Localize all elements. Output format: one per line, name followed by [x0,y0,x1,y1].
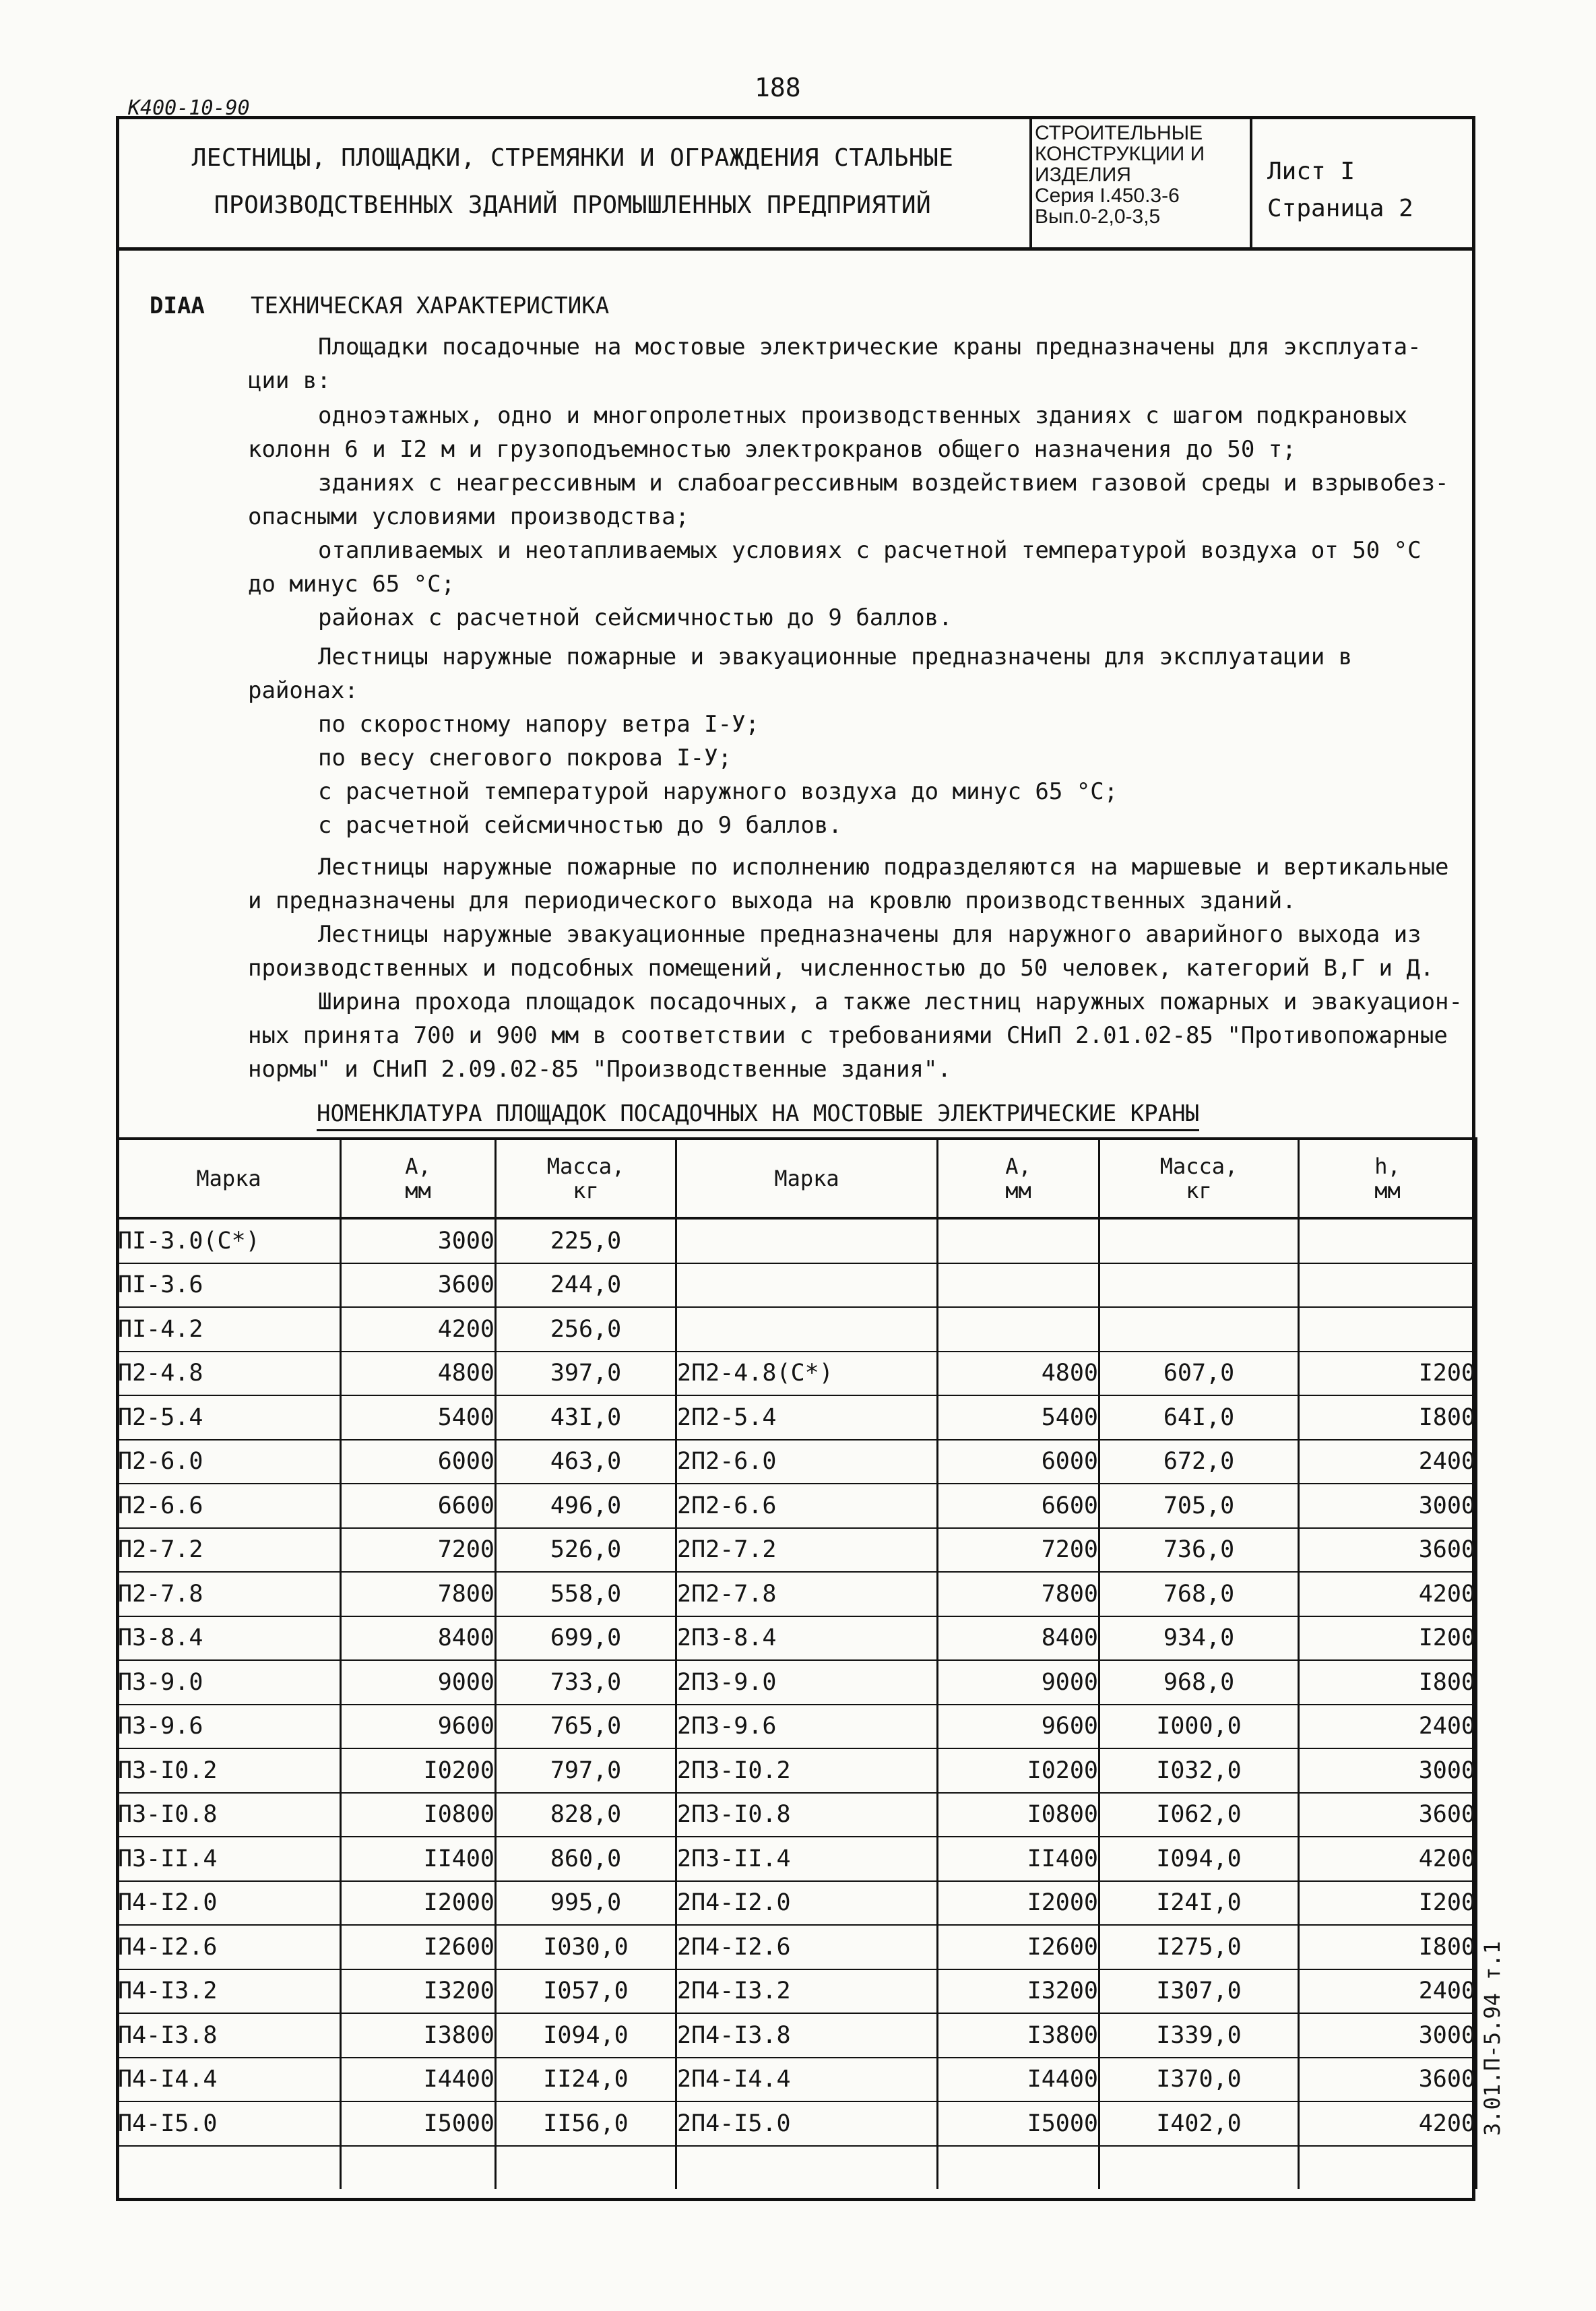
table-cell: I5000 [938,2101,1099,2146]
table-cell: I275,0 [1099,1925,1299,1969]
table-cell: 2П2-7.2 [676,1528,938,1573]
table-cell: 4800 [938,1352,1099,1396]
table-cell: I032,0 [1099,1748,1299,1793]
table-cell: П3-I0.8 [117,1793,341,1837]
table-cell: I2600 [938,1925,1099,1969]
title-block-name [116,116,1032,247]
table-cell: П3-9.6 [117,1705,341,1749]
table-row [117,1925,1477,1969]
table-cell: I2000 [341,1881,496,1926]
table-cell: 2П4-I4.4 [676,2058,938,2102]
table-cell [1099,1307,1299,1352]
series-line-1: СТРОИТЕЛЬНЫЕ [1035,122,1203,144]
table-cell [676,1307,938,1352]
table-row [117,1616,1477,1661]
table-cell: П3-9.0 [117,1660,341,1705]
header-height: h, мм [1299,1139,1477,1218]
table-row [117,2013,1477,2058]
table-cell: 995,0 [496,1881,676,1926]
table-cell [938,1263,1099,1308]
table-row [117,2058,1477,2102]
table-cell: 43I,0 [496,1395,676,1440]
table-cell: I200 [1299,1352,1477,1396]
table-cell: 2П4-I3.2 [676,1969,938,2014]
text-line: Лестницы наружные эвакуационные предназначены для наружного аварийного выхода из [318,921,1422,948]
table-cell: П4-I3.2 [117,1969,341,2014]
table-row [117,1484,1477,1528]
table-cell: П2-6.0 [117,1440,341,1484]
table-cell: 765,0 [496,1705,676,1749]
table-cell [1099,1263,1299,1308]
table-cell [1299,2146,1477,2190]
table-cell: 3000 [1299,2013,1477,2058]
text-line: с расчетной температурой наружного воздуха до минус 65 °С; [318,778,1118,805]
table-cell: I370,0 [1099,2058,1299,2102]
table-cell: 699,0 [496,1616,676,1661]
table-row [117,1395,1477,1440]
table-title: НОМЕНКЛАТУРА ПЛОЩАДОК ПОСАДОЧНЫХ НА МОСТОВЫЕ ЭЛЕКТРИЧЕСКИЕ КРАНЫ [317,1098,1199,1131]
text-line: Площадки посадочные на мостовые электрические краны предназначены для эксплуата- [318,334,1422,360]
table-cell: I0200 [341,1748,496,1793]
table-cell: 3600 [341,1263,496,1308]
table-cell: 2400 [1299,1440,1477,1484]
table-cell: I0800 [341,1793,496,1837]
table-row [117,1572,1477,1616]
document-code: K400-10-90 [128,96,250,120]
table-cell: I2600 [341,1925,496,1969]
text-line: отапливаемых и неотапливаемых условиях с расчетной температурой воздуха от 50 °С [318,537,1422,564]
table-cell: I030,0 [496,1925,676,1969]
title-line-2: ПРОИЗВОДСТВЕННЫХ ЗДАНИЙ ПРОМЫШЛЕННЫХ ПРЕДПРИЯТИЙ [214,191,932,219]
table-cell: 4200 [1299,2101,1477,2146]
table-row [117,1352,1477,1396]
table-cell [1099,2146,1299,2190]
table-cell: 2П3-9.0 [676,1660,938,1705]
table-cell: 5400 [938,1395,1099,1440]
table-cell: П2-7.8 [117,1572,341,1616]
table-row [117,1263,1477,1308]
header-length-2: А, мм [938,1139,1099,1218]
table-cell [1299,1307,1477,1352]
table-row [117,1969,1477,2014]
table-cell [938,1218,1099,1263]
table-cell: I0800 [938,1793,1099,1837]
table-row [117,1793,1477,1837]
table-cell: 64I,0 [1099,1395,1299,1440]
table-cell: 2П2-5.4 [676,1395,938,1440]
table-cell: 705,0 [1099,1484,1299,1528]
table-cell: 736,0 [1099,1528,1299,1573]
text-line: опасными условиями производства; [248,503,690,530]
table-cell: 2П3-II.4 [676,1837,938,1881]
title-block [116,116,1475,251]
side-stamp: 3.01.П-5.94 т.1 [1479,1941,1505,2136]
table-row [117,1748,1477,1793]
table-cell: 4200 [341,1307,496,1352]
table-cell: 6600 [341,1484,496,1528]
table-cell: I062,0 [1099,1793,1299,1837]
table-cell: I4400 [938,2058,1099,2102]
table-cell: 526,0 [496,1528,676,1573]
table-cell: П4-I3.8 [117,2013,341,2058]
table-cell [676,1218,938,1263]
table-cell: 256,0 [496,1307,676,1352]
table-cell: 3600 [1299,1793,1477,1837]
table-cell: 2400 [1299,1969,1477,2014]
table-cell: 6000 [938,1440,1099,1484]
table-cell: П3-I0.2 [117,1748,341,1793]
table-cell: 7800 [341,1572,496,1616]
series-line-5: Вып.0-2,0-3,5 [1035,205,1161,228]
table-cell: 768,0 [1099,1572,1299,1616]
table-cell: 2П4-I2.0 [676,1881,938,1926]
series-line-4: Серия I.450.3-6 [1035,185,1180,207]
nomenclature-table [116,1137,1477,2189]
table-cell: I0200 [938,1748,1099,1793]
table-cell: 8400 [938,1616,1099,1661]
table-cell: I800 [1299,1925,1477,1969]
table-cell: 2П4-I3.8 [676,2013,938,2058]
table-cell: П2-6.6 [117,1484,341,1528]
table-cell [117,2146,341,2190]
table-row [117,1837,1477,1881]
text-line: до минус 65 °С; [248,571,455,598]
table-cell: 2400 [1299,1705,1477,1749]
text-line: колонн 6 и I2 м и грузоподъемностью электрокранов общего назначения до 50 т; [248,436,1296,463]
text-line: по весу снегового покрова I-У; [318,745,732,771]
table-cell: 6600 [938,1484,1099,1528]
page-label: Страница 2 [1267,195,1413,222]
table-cell: I24I,0 [1099,1881,1299,1926]
table-cell: ПI-3.6 [117,1263,341,1308]
table-cell: II400 [341,1837,496,1881]
text-line: Ширина прохода площадок посадочных, а также лестниц наружных пожарных и эвакуацион- [318,988,1463,1015]
title-block-series [1032,116,1252,247]
table-cell: 672,0 [1099,1440,1299,1484]
table-cell: 9600 [938,1705,1099,1749]
table-cell: 9000 [341,1660,496,1705]
text-line: районах: [248,677,358,704]
header-mass: Масса, кг [496,1139,676,1218]
table-row [117,2101,1477,2146]
table-cell: 5400 [341,1395,496,1440]
table-cell: 6000 [341,1440,496,1484]
text-line: производственных и подсобных помещений, численностью до 50 человек, категорий В,Г и Д. [248,955,1434,982]
table-cell: П4-I4.4 [117,2058,341,2102]
text-line: Лестницы наружные пожарные и эвакуационные предназначены для эксплуатации в [318,643,1353,670]
text-line: по скоростному напору ветра I-У; [318,711,760,738]
table-cell: 7800 [938,1572,1099,1616]
table-cell: I800 [1299,1660,1477,1705]
table-cell: П3-II.4 [117,1837,341,1881]
table-cell: II400 [938,1837,1099,1881]
table-cell: 934,0 [1099,1616,1299,1661]
table-cell: 225,0 [496,1218,676,1263]
table-cell: 2П3-8.4 [676,1616,938,1661]
table-cell: 463,0 [496,1440,676,1484]
table-cell: 2П2-6.6 [676,1484,938,1528]
text-line: ции в: [248,367,331,394]
text-line: нормы" и СНиП 2.09.02-85 "Производственные здания". [248,1056,951,1083]
section-title: ТЕХНИЧЕСКАЯ ХАРАКТЕРИСТИКА [251,292,610,319]
table-cell: I057,0 [496,1969,676,2014]
table-cell: 4200 [1299,1837,1477,1881]
text-line: и предназначены для периодического выхода на кровлю производственных зданий. [248,887,1296,914]
header-mark: Марка [117,1139,341,1218]
table-row [117,1218,1477,1263]
table-cell: I307,0 [1099,1969,1299,2014]
table-cell: I3800 [341,2013,496,2058]
table-cell: 2П3-9.6 [676,1705,938,1749]
table-cell: I094,0 [496,2013,676,2058]
table-cell [1299,1263,1477,1308]
table-cell: I339,0 [1099,2013,1299,2058]
series-line-3: ИЗДЕЛИЯ [1035,164,1131,186]
table-cell: I402,0 [1099,2101,1299,2146]
table-cell: I5000 [341,2101,496,2146]
table-cell: 2П2-7.8 [676,1572,938,1616]
table-cell: I200 [1299,1881,1477,1926]
table-cell: I3800 [938,2013,1099,2058]
table-cell [676,2146,938,2190]
table-cell [938,2146,1099,2190]
table-cell: 3600 [1299,1528,1477,1573]
table-cell: I000,0 [1099,1705,1299,1749]
text-line: с расчетной сейсмичностью до 9 баллов. [318,812,842,839]
table-cell: II56,0 [496,2101,676,2146]
table-cell: П4-I2.0 [117,1881,341,1926]
table-cell: 8400 [341,1616,496,1661]
header-mass-2: Масса, кг [1099,1139,1299,1218]
table-cell: II24,0 [496,2058,676,2102]
text-line: одноэтажных, одно и многопролетных производственных зданиях с шагом подкрановых [318,402,1408,429]
table-cell: I800 [1299,1395,1477,1440]
table-cell [496,2146,676,2190]
section-code: DIAA [150,292,205,319]
table-cell: П3-8.4 [117,1616,341,1661]
table-cell: 968,0 [1099,1660,1299,1705]
table-cell: 2П4-I5.0 [676,2101,938,2146]
table-cell: 3000 [341,1218,496,1263]
table-cell: 607,0 [1099,1352,1299,1396]
series-line-2: КОНСТРУКЦИИ И [1035,143,1205,165]
table-cell: 4800 [341,1352,496,1396]
table-cell: 3000 [1299,1484,1477,1528]
table-cell: 797,0 [496,1748,676,1793]
table-cell: I3200 [341,1969,496,2014]
table-row [117,1528,1477,1573]
text-line: зданиях с неагрессивным и слабоагрессивным воздействием газовой среды и взрывобез- [318,470,1449,497]
table-cell: П4-I5.0 [117,2101,341,2146]
table-cell: 9600 [341,1705,496,1749]
sheet-label: Лист I [1267,158,1355,185]
table-cell: 4200 [1299,1572,1477,1616]
table-cell: П2-4.8 [117,1352,341,1396]
table-cell [1099,1218,1299,1263]
table-cell: ПI-3.0(С*) [117,1218,341,1263]
text-line: ных принята 700 и 900 мм в соответствии с требованиями СНиП 2.01.02-85 "Противопожарные [248,1022,1448,1049]
table-cell: 2П4-I2.6 [676,1925,938,1969]
table-cell: I3200 [938,1969,1099,2014]
table-cell: I2000 [938,1881,1099,1926]
table-cell: 828,0 [496,1793,676,1837]
table-cell: 2П2-4.8(С*) [676,1352,938,1396]
table-cell: 558,0 [496,1572,676,1616]
table-cell: П4-I2.6 [117,1925,341,1969]
table-cell: 9000 [938,1660,1099,1705]
table-row [117,1440,1477,1484]
table-cell: 2П3-I0.8 [676,1793,938,1837]
table-cell: П2-5.4 [117,1395,341,1440]
table-cell: 2П3-I0.2 [676,1748,938,1793]
table-cell: I200 [1299,1616,1477,1661]
table-cell: 860,0 [496,1837,676,1881]
table-cell [1299,1218,1477,1263]
title-line-1: ЛЕСТНИЦЫ, ПЛОЩАДКИ, СТРЕМЯНКИ И ОГРАЖДЕНИЯ СТАЛЬНЫЕ [191,144,954,172]
table-row [117,2146,1477,2190]
table-cell: I094,0 [1099,1837,1299,1881]
table-cell [341,2146,496,2190]
table-cell: 244,0 [496,1263,676,1308]
table-cell [938,1307,1099,1352]
table-cell: 2П2-6.0 [676,1440,938,1484]
text-line: Лестницы наружные пожарные по исполнению подразделяются на маршевые и вертикальные [318,854,1449,881]
table-cell: 3000 [1299,1748,1477,1793]
table-cell [676,1263,938,1308]
text-line: районах с расчетной сейсмичностью до 9 баллов. [318,604,953,631]
table-header-row [117,1139,1477,1218]
table-cell: 3600 [1299,2058,1477,2102]
table-row [117,1307,1477,1352]
table-row [117,1660,1477,1705]
table-cell: 7200 [341,1528,496,1573]
table-cell: 496,0 [496,1484,676,1528]
table-cell: 397,0 [496,1352,676,1396]
table-cell: 7200 [938,1528,1099,1573]
header-mark-2: Марка [676,1139,938,1218]
table-cell: I4400 [341,2058,496,2102]
table-cell: 733,0 [496,1660,676,1705]
table-row [117,1881,1477,1926]
title-block-sheet [1252,116,1472,247]
header-length: А, мм [341,1139,496,1218]
table-cell: П2-7.2 [117,1528,341,1573]
page-number: 188 [755,73,801,102]
table-cell: ПI-4.2 [117,1307,341,1352]
table-row [117,1705,1477,1749]
